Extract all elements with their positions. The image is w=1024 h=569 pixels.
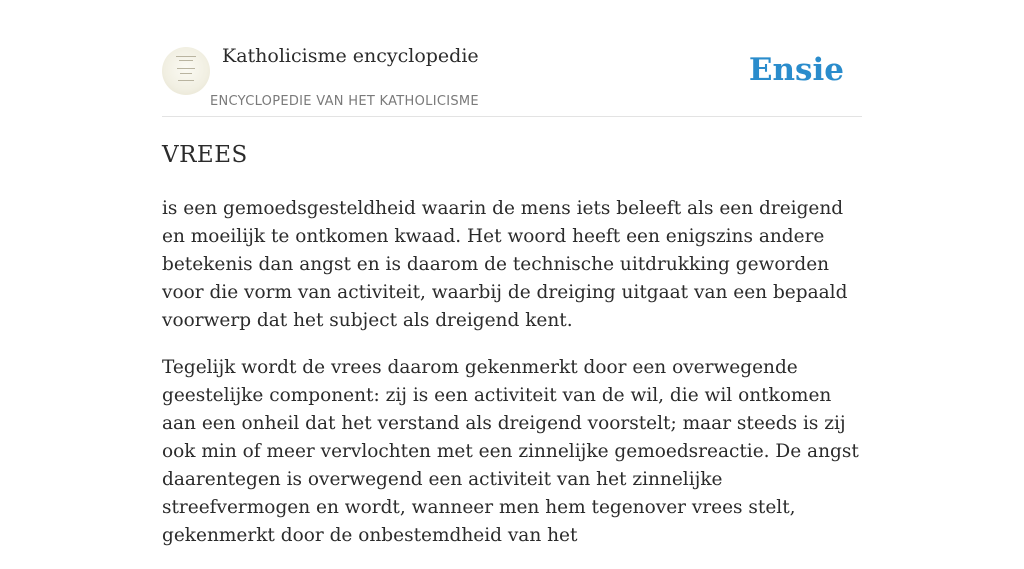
cover-text-line: [176, 56, 196, 57]
cover-text-line: [180, 73, 192, 74]
article: [162, 140, 862, 569]
article-headword: VREES: [162, 142, 248, 168]
encyclopedia-title[interactable]: Katholicisme encyclopedie: [222, 45, 479, 67]
encyclopedia-subtitle: ENCYCLOPEDIE VAN HET KATHOLICISME: [210, 94, 479, 109]
cover-text-line: [177, 68, 195, 69]
cover-text-line: [179, 60, 193, 61]
cover-text-line: [178, 80, 194, 81]
article-paragraph: is een gemoedsgesteldheid waarin de mens iets beleeft als een dreigend en moeilijk te ontkomen kwaad. Het woord heeft een enigszins andere betekenis dan angst en is daarom de technische uitdrukking geworden voor die vorm van activiteit, waarbij de dreiging uitgaat van een bepaald voorwerp dat het subject als dreigend kent.: [162, 198, 848, 331]
article-paragraph: Tegelijk wordt de vrees daarom gekenmerkt door een overwegende geestelijke component: zij is een activiteit van de wil, die wil ontkomen aan een onheil dat het verstand als dreigend voorstelt; maar steeds is zij ook min of meer vervlochten met een zinnelijke gemoedsreactie. De angst daarentegen is overwegend een activiteit van het zinnelijke streefvermogen en wordt, wanneer men hem tegenover vrees stelt, gekenmerkt door de onbestemdheid van het: [162, 357, 859, 546]
encyclopedia-cover-avatar[interactable]: [162, 47, 210, 95]
site-header: [162, 44, 862, 117]
ensie-logo-link[interactable]: Ensie: [748, 52, 844, 88]
